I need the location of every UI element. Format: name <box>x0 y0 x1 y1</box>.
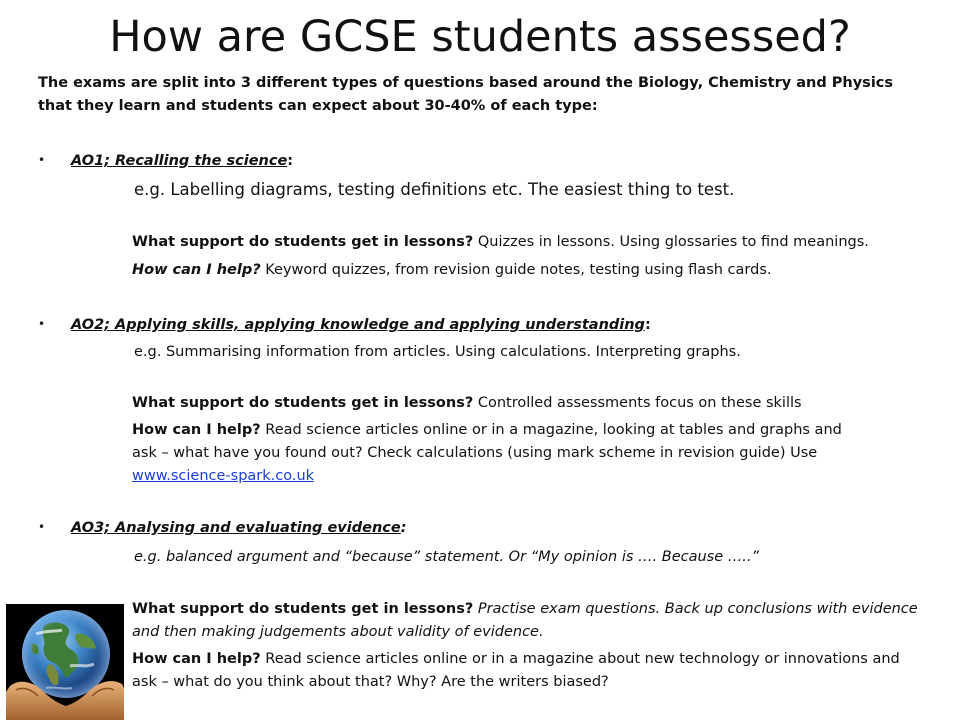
ao2-heading: AO2; Applying skills, applying knowledge and applying understanding <box>71 317 645 333</box>
ao2-bullet <box>38 313 651 336</box>
ao3-example: e.g. balanced argument and “because” statement. Or “My opinion is …. Because …..” <box>134 549 759 565</box>
ao1-help-answer: Keyword quizzes, from revision guide notes, testing using flash cards. <box>260 262 772 278</box>
ao3-colon: : <box>400 520 407 536</box>
ao1-support <box>132 231 922 254</box>
ao1-heading: AO1; Recalling the science <box>71 153 288 169</box>
ao3-help-answer: Read science articles online or in a magazine about new technology or innovations and ask – what do you think about that? Why? Are the writers biased? <box>132 651 900 690</box>
intro-text: The exams are split into 3 different types of questions based around the Biology, Chemistry and Physics that they learn and students can expect about 30-40% of each type: <box>38 75 894 114</box>
ao3-support <box>132 598 922 644</box>
slide-title: How are GCSE students assessed? <box>109 12 851 62</box>
ao3-help-question: How can I help? <box>132 651 261 667</box>
ao2-support-question: What support do students get in lessons? <box>132 395 474 411</box>
ao3-help <box>132 648 922 694</box>
ao2-example: e.g. Summarising information from articles. Using calculations. Interpreting graphs. <box>134 344 741 360</box>
bullet-glyph: • <box>38 153 46 167</box>
ao1-bullet <box>38 149 293 172</box>
ao3-heading: AO3; Analysing and evaluating evidence <box>71 520 401 536</box>
globe-in-hands-image <box>6 604 124 720</box>
ao1-support-answer: Quizzes in lessons. Using glossaries to find meanings. <box>473 234 869 250</box>
bullet-glyph: • <box>38 317 46 331</box>
ao2-support <box>132 392 922 415</box>
ao3-bullet <box>38 516 407 539</box>
globe-icon <box>6 604 124 720</box>
ao2-help <box>132 419 862 488</box>
ao1-colon: : <box>287 153 294 169</box>
ao3-support-answer: Practise exam questions. Back up conclusions with evidence and then making judgements about validity of evidence. <box>132 601 918 640</box>
ao1-support-question: What support do students get in lessons? <box>132 234 474 250</box>
ao1-help-question: How can I help? <box>132 262 261 278</box>
science-spark-link[interactable]: www.science-spark.co.uk <box>132 468 315 484</box>
ao2-help-answer: Read science articles online or in a magazine, looking at tables and graphs and ask – what have you found out? Check calculations (using mark scheme in revision guide) Use <box>132 422 842 461</box>
ao1-help <box>132 259 922 282</box>
ao2-colon: : <box>644 317 651 333</box>
ao1-example: e.g. Labelling diagrams, testing definitions etc. The easiest thing to test. <box>134 180 735 199</box>
ao2-support-answer: Controlled assessments focus on these skills <box>473 395 802 411</box>
bullet-glyph: • <box>38 520 46 534</box>
ao2-help-question: How can I help? <box>132 422 261 438</box>
ao3-support-question: What support do students get in lessons? <box>132 601 474 617</box>
